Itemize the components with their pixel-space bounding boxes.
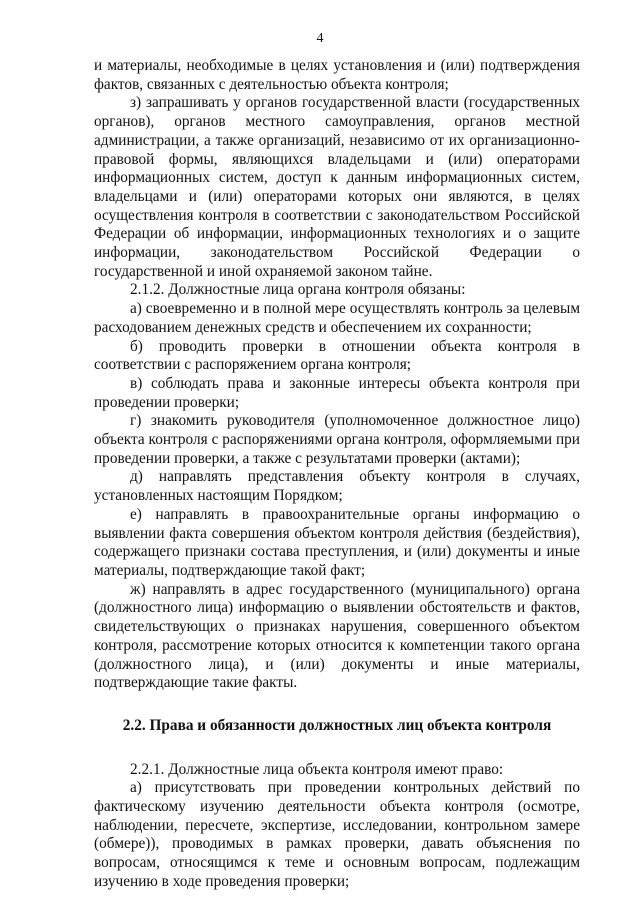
section-heading: 2.2. Права и обязанности должностных лиц объекта контроля — [122, 716, 552, 734]
paragraph: д) направлять представления объекту контроля в случаях, установленных настоящим Порядком; — [94, 468, 580, 505]
paragraph: г) знакомить руководителя (уполномоченное должностное лицо) объекта контроля с распоряжениями органа контроля, оформляемыми при проведении проверки, а также с результатами проверки (актами); — [94, 412, 580, 467]
page-number: 4 — [316, 31, 324, 46]
paragraph: е) направлять в правоохранительные органы информацию о выявлении факта совершения объектом контроля действия (бездействия), содержащего признаки состава преступления, и (или) документы и иные материалы, подтверждающие такой факт; — [94, 505, 580, 579]
paragraph: з) запрашивать у органов государственной власти (государственных органов), органов местного самоуправления, органов местной администрации, а также организаций, независимо от их организационно-правовой формы, являющихся владельцами и (или) операторами информационных систем, доступ к данным информационных систем, владельцами и (или) операторами которых они являются, в целях осуществления контроля в соответствии с законодательством Российской Федерации об информации, информационных технологиях и о защите информации, законодательством Российской Федерации о государственной и иной охраняемой законом тайне. — [94, 94, 580, 280]
paragraph: б) проводить проверки в отношении объекта контроля в соответствии с распоряжением органа контроля; — [94, 337, 580, 374]
paragraph: а) своевременно и в полной мере осуществлять контроль за целевым расходованием денежных средств и обеспечением их сохранности; — [94, 300, 580, 336]
paragraph: а) присутствовать при проведении контрольных действий по фактическому изучению деятельности объекта контроля (осмотре, наблюдении, пересчете, экспертизе, исследовании, контрольном замере (обмере)), проводимых в рамках проверки, давать объяснения по вопросам, относящимся к теме и основным вопросам, подлежащим изучению в ходе проведения проверки; — [94, 779, 580, 890]
paragraph: ж) направлять в адрес государственного (муниципального) органа (должностного лица) информацию о выявлении обстоятельств и фактов, свидетельствующих о признаках нарушения, совершенного объектом контроля, рассмотрение которых относится к компетенции такого органа (должностного лица), и (или) документы и иные материалы, подтверждающие такие факты. — [94, 580, 580, 692]
paragraph: 2.1.2. Должностные лица органа контроля обязаны: — [130, 281, 466, 299]
paragraph: в) соблюдать права и законные интересы объекта контроля при проведении проверки; — [94, 374, 580, 411]
paragraph: и материалы, необходимые в целях установления и (или) подтверждения фактов, связанных с деятельностью объекта контроля; — [94, 57, 580, 93]
document-body — [94, 57, 580, 892]
paragraph: 2.2.1. Должностные лица объекта контроля имеют право: — [130, 760, 504, 778]
